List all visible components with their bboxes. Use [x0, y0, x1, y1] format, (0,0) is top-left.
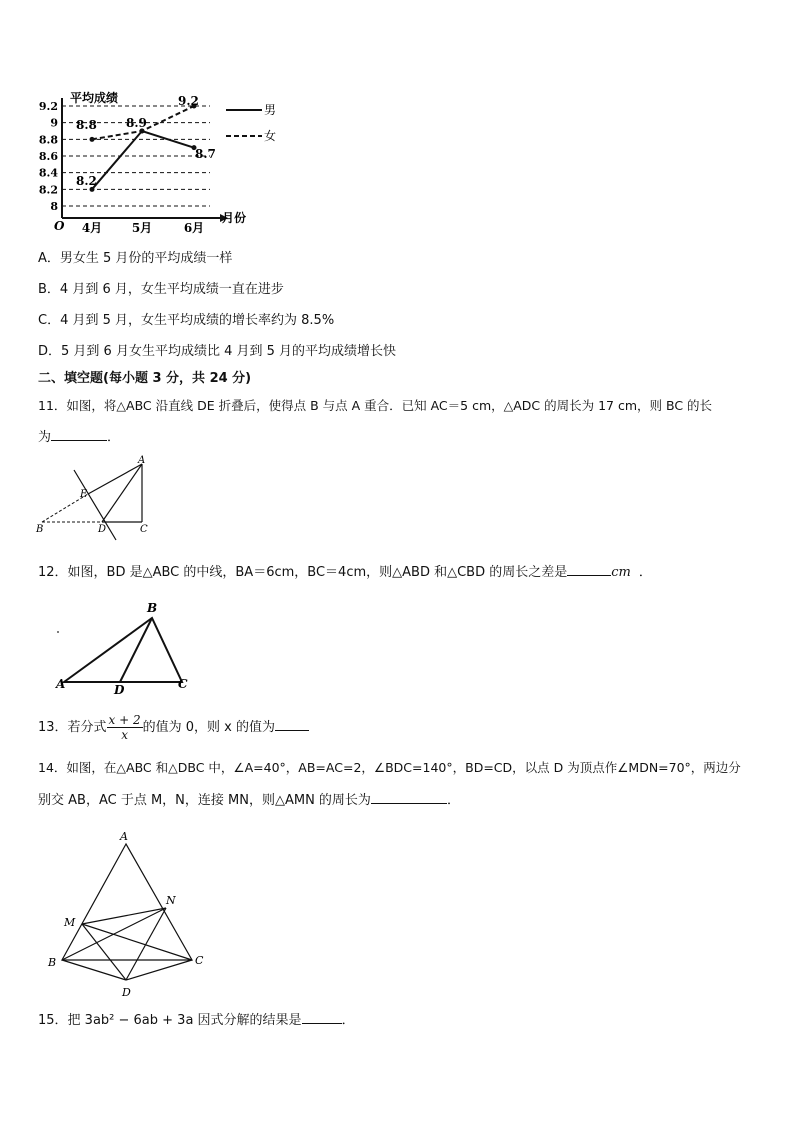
x-tick-label: 4月 — [81, 221, 103, 235]
q13-post: 的值为 0，则 x 的值为 — [142, 720, 276, 735]
line-chart — [30, 88, 290, 238]
q11-fold-line — [74, 470, 116, 540]
q11-label-D: D — [98, 524, 107, 535]
q14-line1: 14．如图，在△ABC 和△DBC 中，∠A=40°，AB=AC=2，∠BDC=140°，BD=CD，以点 D 为顶点作∠MDN=70°，两边分 — [38, 760, 741, 775]
q13-denominator: x — [121, 728, 128, 742]
option-d: D．5 月到 6 月女生平均成绩比 4 月到 5 月的平均成绩增长快 — [38, 344, 397, 359]
y-tick-label: 8 — [50, 200, 58, 213]
label-male-jun: 8.7 — [195, 147, 216, 161]
q12-answer-blank[interactable] — [567, 563, 611, 576]
y-tick-label: 8.6 — [38, 150, 58, 163]
q12-median-BD — [120, 618, 152, 682]
q14-label-D: D — [122, 986, 131, 999]
q14-label-N: N — [166, 894, 176, 907]
y-tick-label: 9 — [50, 116, 58, 130]
q12-triangle-ABC — [64, 618, 182, 682]
q13-pre: 13．若分式 — [38, 720, 107, 735]
q11-label-A: A — [138, 455, 146, 466]
y-tick-labels — [39, 100, 58, 213]
q11-line2 — [38, 428, 120, 446]
section-heading: 二、填空题(每小题 3 分，共 24 分) — [38, 371, 252, 386]
q14-post: ． — [446, 793, 460, 808]
q11-line1: 11．如图，将△ABC 沿直线 DE 折叠后，使得点 B 与点 A 重合．已知 AC＝5 cm，△ADC 的周长为 17 cm，则 BC 的长 — [38, 398, 713, 413]
option-a: A．男女生 5 月份的平均成绩一样 — [38, 251, 233, 266]
series-female-point — [90, 137, 95, 142]
y-tick-label: 9.2 — [38, 100, 58, 113]
q12-label-D: D — [114, 683, 125, 697]
label-may: 8.9 — [126, 116, 147, 130]
q11-label-B: B — [36, 524, 44, 535]
q11-label-E: E — [80, 489, 88, 500]
label-female-apr: 8.8 — [76, 118, 97, 132]
q14-figure — [40, 828, 220, 1004]
label-female-jun: 9.2 — [178, 94, 199, 108]
q12-line — [38, 563, 652, 581]
q11-seg-AD — [102, 464, 142, 522]
y-tick-label: 8.8 — [38, 133, 58, 147]
q12-unit: cm — [611, 565, 631, 580]
origin-label: O — [54, 219, 65, 233]
q11-post: ． — [107, 430, 121, 445]
q12-text: 12．如图，BD 是△ABC 的中线，BA＝6cm，BC＝4cm，则△ABD 和△CBD 的周长之差是 — [38, 565, 568, 580]
q11-figure — [30, 452, 170, 542]
q13-numerator: x + 2 — [108, 713, 141, 727]
q14-answer-blank[interactable] — [371, 791, 447, 804]
q13-fraction — [107, 713, 143, 742]
y-tick-label: 8.2 — [38, 183, 58, 197]
q14-seg-BD — [62, 960, 126, 980]
q12-figure — [50, 596, 200, 700]
q15-answer-blank[interactable] — [302, 1011, 342, 1024]
q11-pre: 为 — [38, 430, 52, 445]
y-axis-title: 平均成绩 — [70, 91, 119, 105]
q12-label-B: B — [147, 601, 158, 615]
q12-label-C: C — [178, 677, 188, 691]
q15-text: 15．把 3ab² − 6ab + 3a 因式分解的结果是 — [38, 1013, 302, 1028]
q13-line — [38, 712, 309, 744]
q14-pre: 别交 AB，AC 于点 M，N，连接 MN，则△AMN 的周长为 — [38, 793, 371, 808]
q11-answer-blank[interactable] — [51, 428, 107, 441]
q11-seg-AE — [88, 464, 142, 494]
q12-end: ． — [638, 565, 652, 580]
option-c: C．4 月到 5 月，女生平均成绩的增长率约为 8.5% — [38, 313, 335, 328]
label-male-apr: 8.2 — [76, 174, 97, 188]
q14-label-C: C — [195, 954, 204, 967]
x-axis-title: 月份 — [222, 211, 247, 225]
q11-label-C: C — [140, 524, 148, 535]
q14-line2 — [38, 791, 460, 809]
q14-label-A: A — [120, 830, 128, 843]
q14-label-B: B — [48, 956, 57, 969]
x-tick-labels — [82, 221, 204, 235]
q14-label-M: M — [64, 916, 76, 929]
option-b: B．4 月到 6 月，女生平均成绩一直在进步 — [38, 282, 284, 297]
q12-dot — [57, 631, 59, 633]
q13-answer-blank[interactable] — [275, 718, 309, 731]
legend-female-label: 女 — [264, 129, 277, 143]
legend-male-label: 男 — [264, 103, 277, 117]
q12-label-A: A — [56, 677, 66, 691]
q15-post: ． — [341, 1013, 355, 1028]
q15-line — [38, 1011, 355, 1029]
y-tick-label: 8.4 — [38, 166, 58, 180]
x-tick-label: 5月 — [131, 221, 153, 235]
q14-seg-DM — [82, 924, 126, 980]
q14-seg-NB — [62, 908, 166, 960]
q14-seg-MN — [82, 908, 166, 924]
x-tick-label: 6月 — [183, 221, 205, 235]
